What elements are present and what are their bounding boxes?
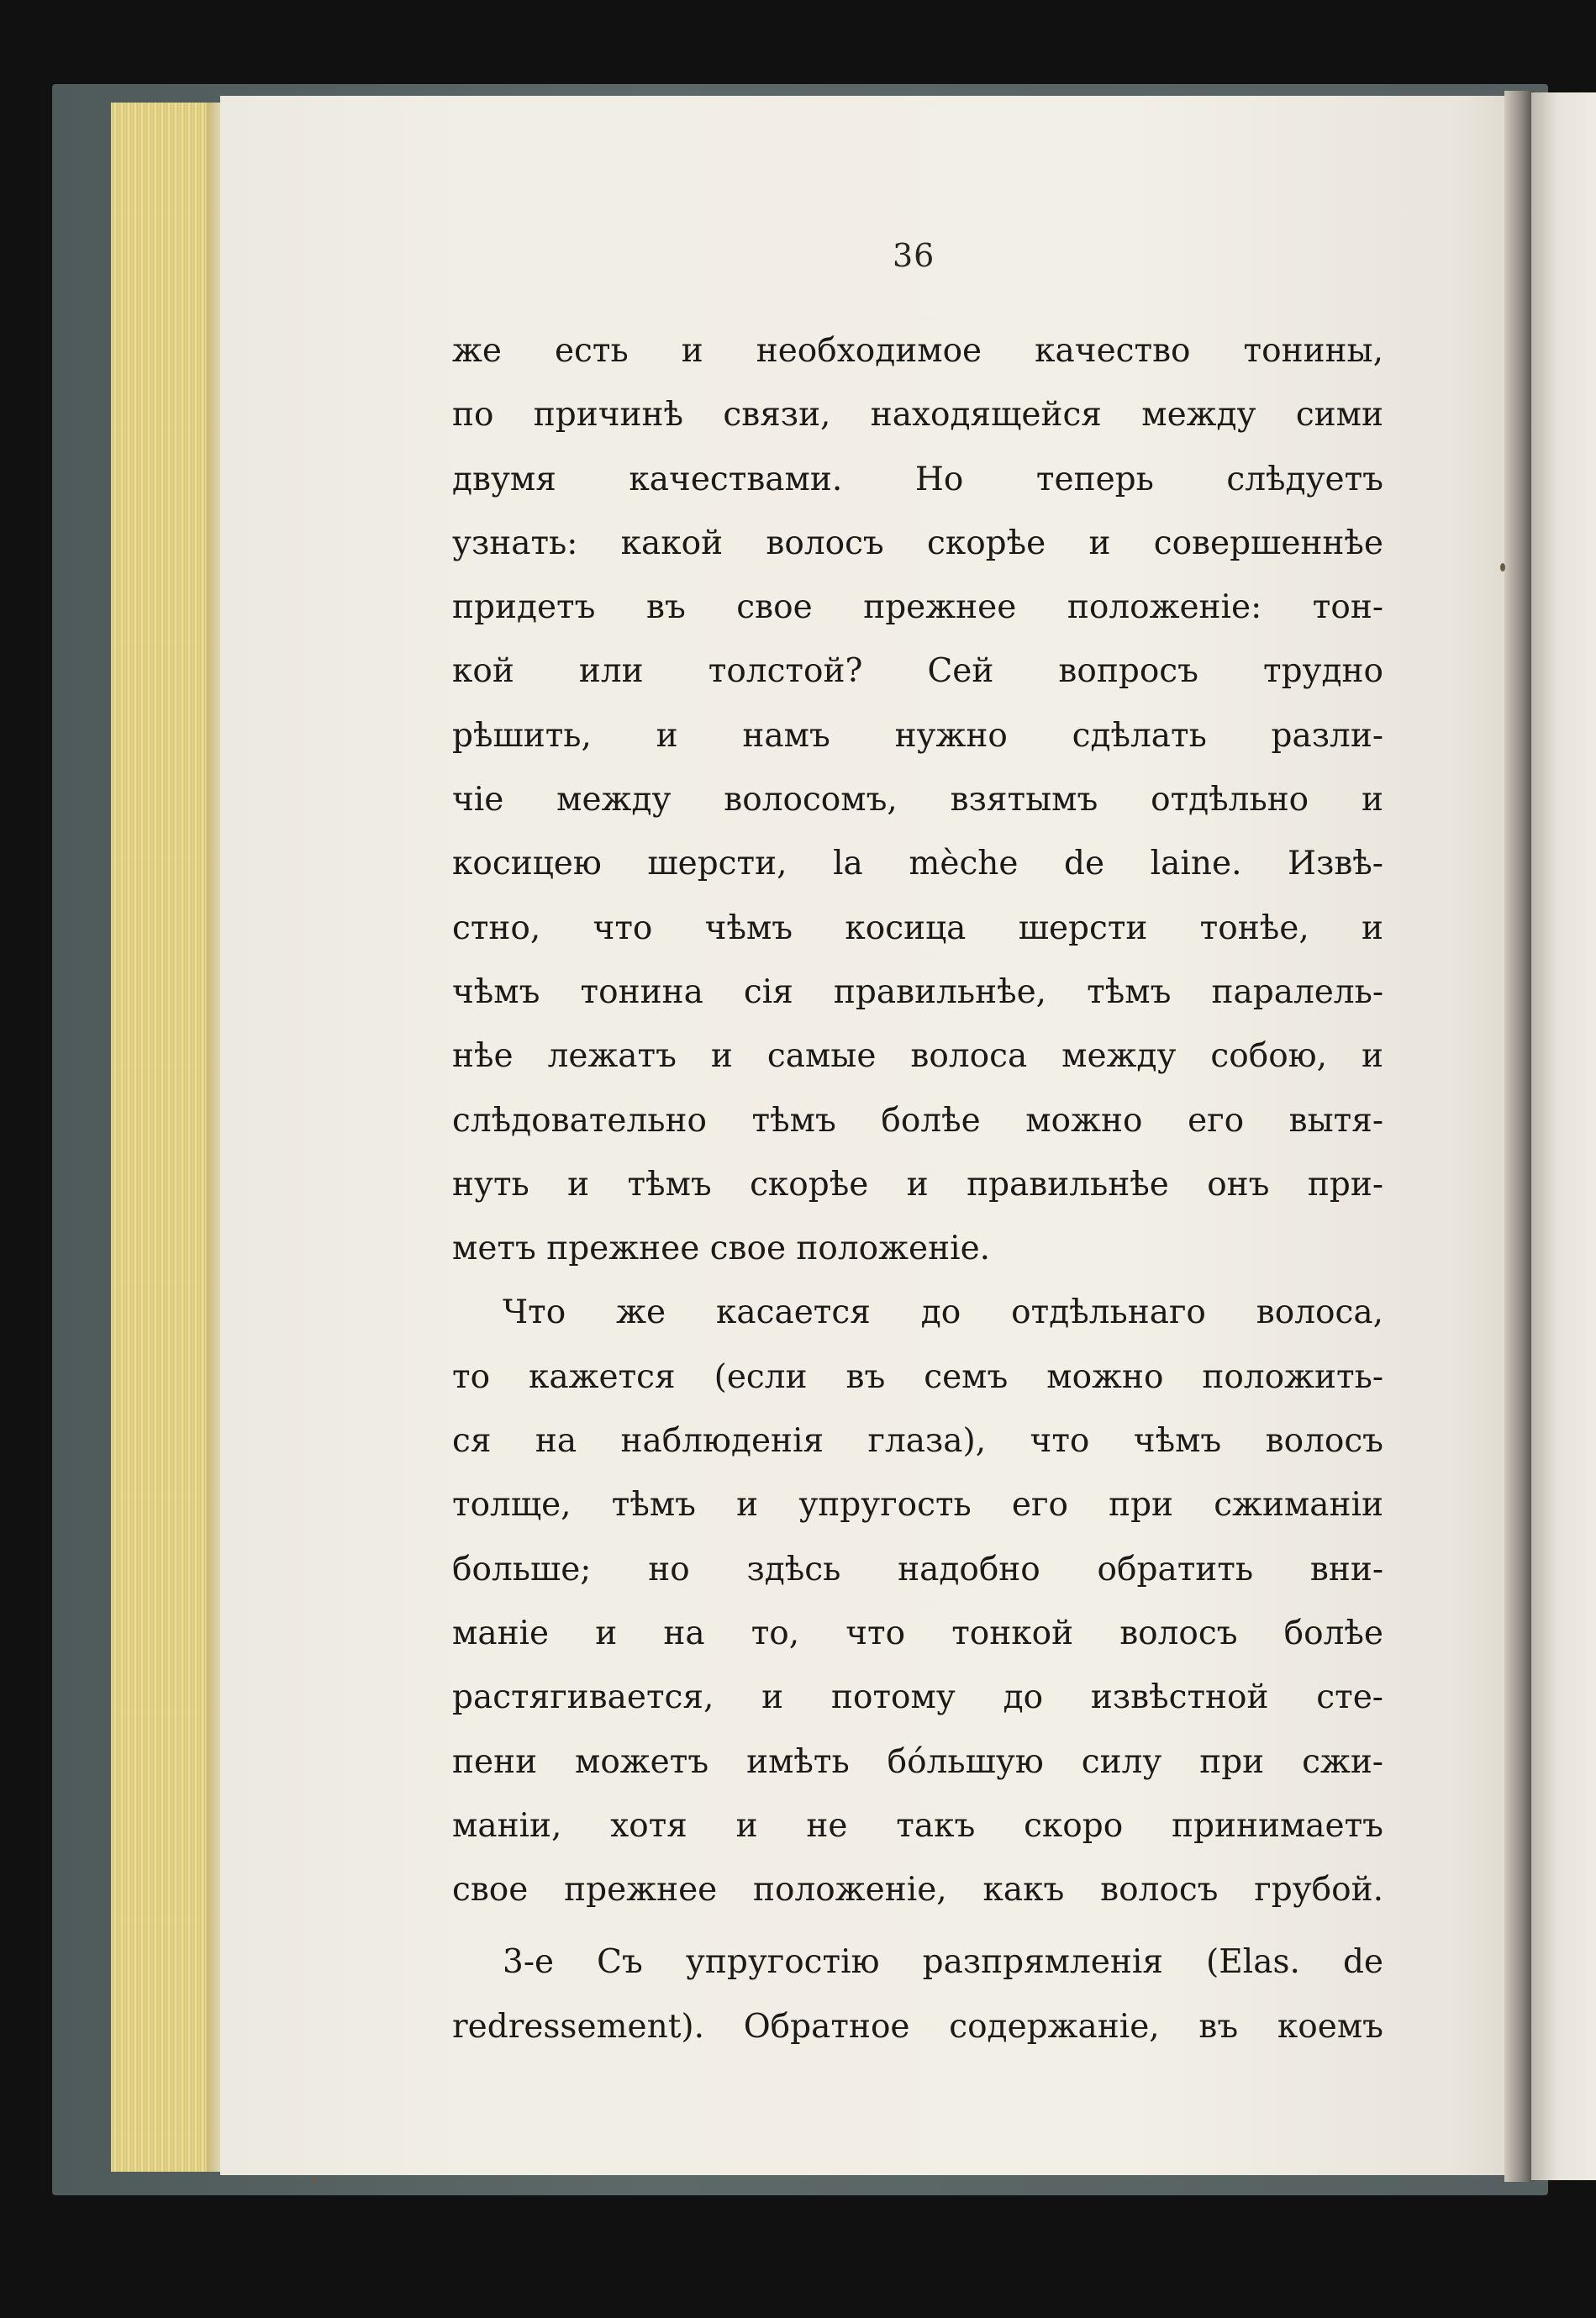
text-line: маніи, хотя и не такъ скоро принимаетъ: [452, 1806, 1383, 1845]
text-line: придетъ въ свое прежнее положеніе: тон-: [452, 588, 1383, 627]
text-line: маніе и на то, что тонкой волосъ болѣе: [452, 1614, 1383, 1652]
text-line: нуть и тѣмъ скорѣе и правильнѣе онъ при-: [452, 1165, 1383, 1204]
page-edges: [111, 103, 215, 2172]
text-line: толще, тѣмъ и упругость его при сжиманіи: [452, 1486, 1383, 1525]
paragraph-gap: [452, 1922, 1383, 1931]
text-line: стно, что чѣмъ косица шерсти тонѣе, и: [452, 909, 1383, 947]
text-line: кой или толстой? Сей вопросъ трудно: [452, 652, 1383, 691]
text-line: Что же касается до отдѣльнаго волоса,: [503, 1293, 1383, 1332]
text-line: ся на наблюденія глаза), что чѣмъ волосъ: [452, 1422, 1383, 1461]
page-body: [452, 319, 1383, 2059]
facing-page-edge: [1531, 92, 1596, 2180]
text-line: чіе между волосомъ, взятымъ отдѣльно и: [452, 781, 1383, 819]
text-line: косицею шерсти, la mèche de laine. Извѣ-: [452, 845, 1383, 883]
text-line: свое прежнее положеніе, какъ волосъ грубой.: [452, 1871, 1383, 1910]
text-line: redressement). Обратное содержаніе, въ коемъ: [452, 2007, 1383, 2046]
paper-speck: [1500, 563, 1505, 572]
text-line: слѣдовательно тѣмъ болѣе можно его вытя-: [452, 1101, 1383, 1140]
page-number: 36: [893, 237, 935, 274]
text-line: метъ прежнее свое положеніе.: [452, 1230, 991, 1268]
text-line: то кажется (если въ семъ можно положить-: [452, 1357, 1383, 1396]
text-line: двумя качествами. Но теперь слѣдуетъ: [452, 460, 1383, 498]
text-line: по причинѣ связи, находящейся между сими: [452, 396, 1383, 435]
text-line: растягивается, и потому до извѣстной сте-: [452, 1678, 1383, 1717]
text-line: рѣшить, и намъ нужно сдѣлать разли-: [452, 716, 1383, 755]
text-line: 3-е Съ упругостію разпрямленія (Elas. de: [503, 1943, 1383, 1982]
text-line: чѣмъ тонина сія правильнѣе, тѣмъ паралель-: [452, 972, 1383, 1011]
paper-speck: [313, 2177, 316, 2184]
text-line: нѣе лежатъ и самые волоса между собою, и: [452, 1037, 1383, 1076]
book-gutter: [1504, 91, 1535, 2182]
text-line: пени можетъ имѣть бóльшую силу при сжи-: [452, 1742, 1383, 1781]
text-line: узнать: какой волосъ скорѣе и совершеннѣе: [452, 524, 1383, 562]
text-line: же есть и необходимое качество тонины,: [452, 332, 1383, 370]
text-line: больше; но здѣсь надобно обратить вни-: [452, 1550, 1383, 1588]
